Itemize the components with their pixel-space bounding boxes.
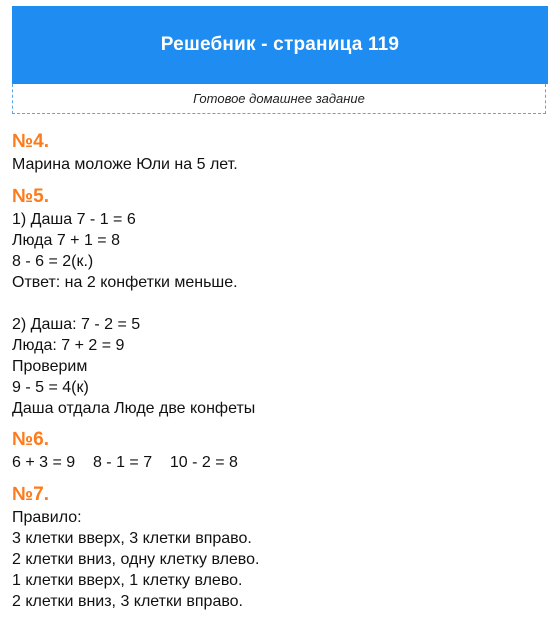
blank-line bbox=[12, 293, 542, 314]
page-title: Решебник - страница 119 bbox=[160, 34, 400, 55]
task-line: Люда: 7 + 2 = 9 bbox=[12, 337, 125, 354]
page-header bbox=[12, 6, 548, 84]
task-5 bbox=[12, 185, 542, 419]
task-line: 1) Даша 7 - 1 = 6 bbox=[12, 211, 136, 228]
task-line: 3 клетки вверх, 3 клетки вправо. bbox=[12, 530, 252, 547]
task-line: 9 - 5 = 4(к) bbox=[12, 379, 89, 396]
page-subheader bbox=[12, 84, 546, 114]
task-line: Марина моложе Юли на 5 лет. bbox=[12, 156, 238, 173]
task-4 bbox=[12, 130, 542, 175]
page-subtitle: Готовое домашнее задание bbox=[193, 91, 365, 106]
task-number: №4. bbox=[12, 131, 50, 152]
task-line: 2) Даша: 7 - 2 = 5 bbox=[12, 316, 141, 333]
task-line: 6 + 3 = 9 8 - 1 = 7 10 - 2 = 8 bbox=[12, 454, 238, 471]
task-number: №5. bbox=[12, 186, 50, 207]
main-content bbox=[12, 130, 542, 620]
task-number: №6. bbox=[12, 429, 50, 450]
task-line: 2 клетки вниз, одну клетку влево. bbox=[12, 551, 260, 568]
task-line: Ответ: на 2 конфетки меньше. bbox=[12, 274, 238, 291]
task-line: Люда 7 + 1 = 8 bbox=[12, 232, 120, 249]
task-7 bbox=[12, 483, 542, 612]
task-6 bbox=[12, 428, 542, 473]
task-line: Правило: bbox=[12, 509, 82, 526]
task-number: №7. bbox=[12, 484, 50, 505]
task-line: 1 клетки вверх, 1 клетку влево. bbox=[12, 572, 243, 589]
task-line: 2 клетки вниз, 3 клетки вправо. bbox=[12, 593, 243, 610]
task-line: 8 - 6 = 2(к.) bbox=[12, 253, 94, 270]
task-line: Даша отдала Люде две конфеты bbox=[12, 400, 256, 417]
task-line: Проверим bbox=[12, 358, 88, 375]
